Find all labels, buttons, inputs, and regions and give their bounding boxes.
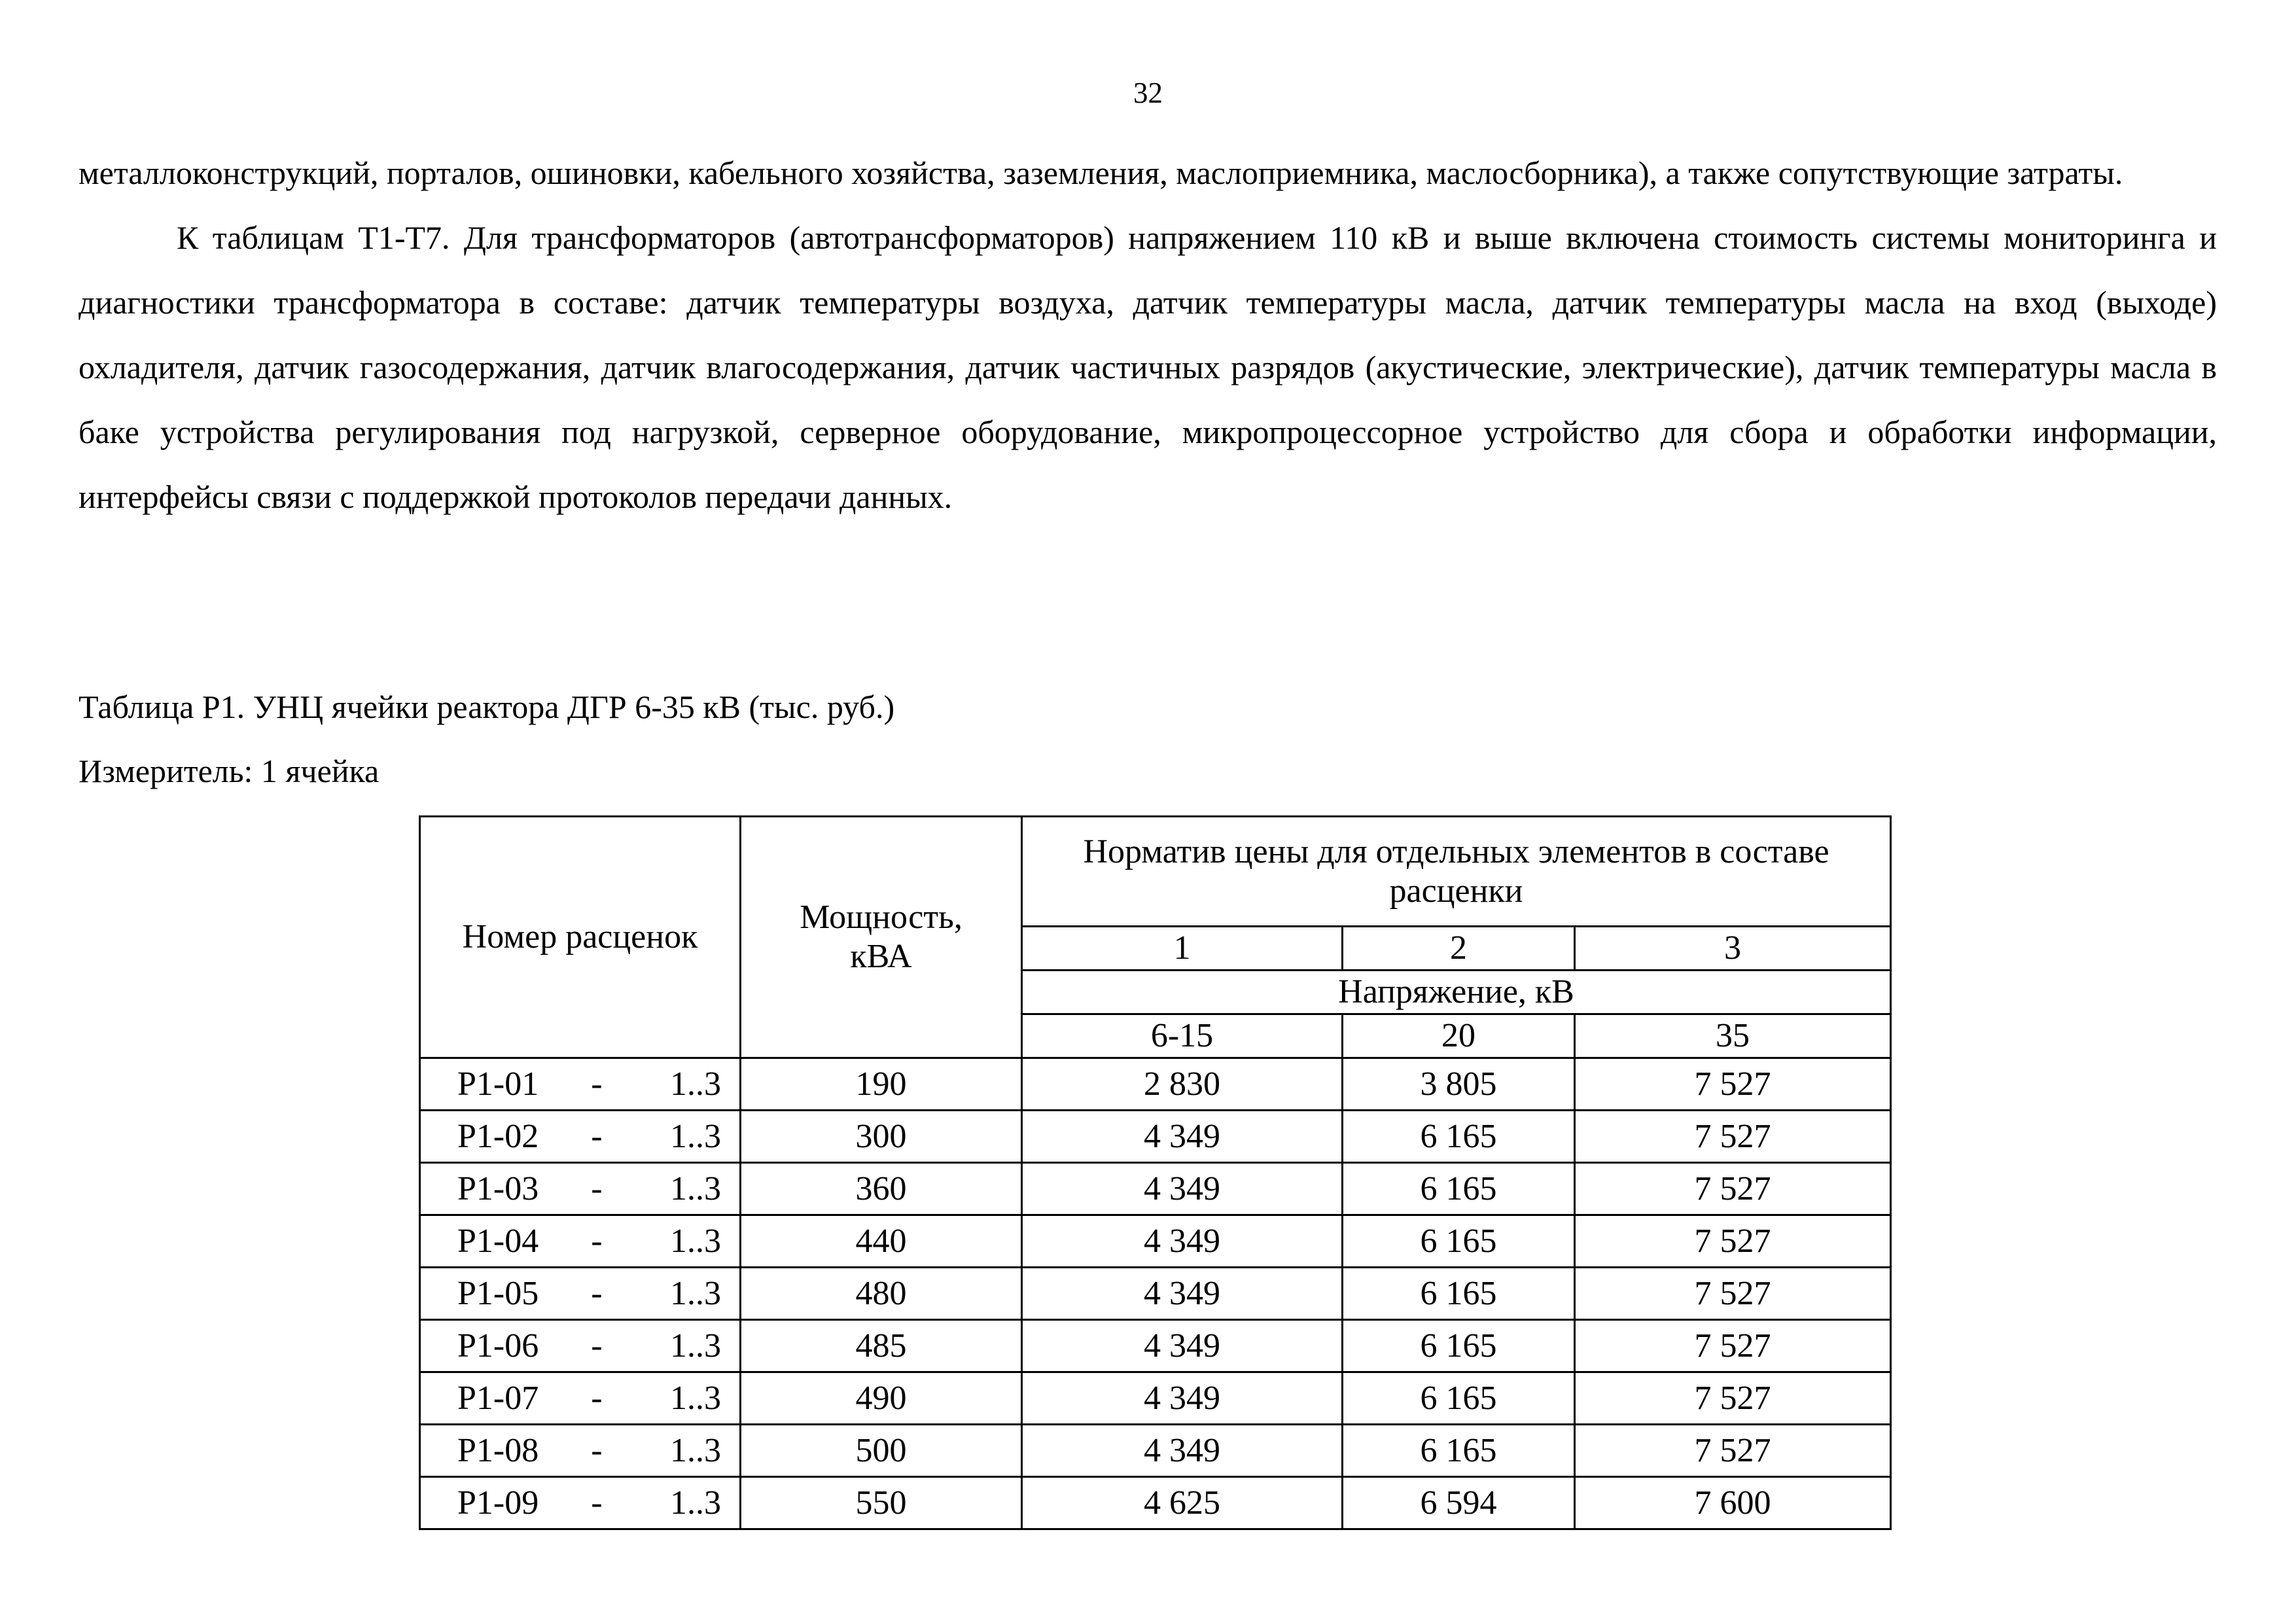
table-row [420, 1320, 1891, 1372]
table-row [420, 1163, 1891, 1215]
cell-code [420, 1163, 741, 1215]
row-code: Р1-03 [457, 1169, 539, 1207]
cell-price: 7 527 [1575, 1425, 1891, 1477]
cell-price: 3 805 [1343, 1058, 1575, 1111]
cell-price: 7 527 [1575, 1215, 1891, 1268]
row-code: Р1-07 [457, 1379, 539, 1417]
cell-power: 300 [741, 1111, 1022, 1163]
table-meter: Измеритель: 1 ячейка [79, 753, 380, 789]
cell-code [420, 1477, 741, 1529]
cell-power: 550 [741, 1477, 1022, 1529]
cell-price: 7 527 [1575, 1268, 1891, 1320]
cell-price: 7 527 [1575, 1163, 1891, 1215]
row-dash: - [591, 1484, 603, 1522]
cell-price: 7 527 [1575, 1111, 1891, 1163]
header-voltage-value: 20 [1343, 1014, 1575, 1058]
row-code: Р1-06 [457, 1327, 539, 1364]
row-range: 1..3 [670, 1431, 721, 1469]
cell-code [420, 1372, 741, 1425]
row-range: 1..3 [670, 1222, 721, 1260]
cell-price: 4 625 [1022, 1477, 1343, 1529]
cell-power: 440 [741, 1215, 1022, 1268]
cell-power: 490 [741, 1372, 1022, 1425]
cell-price: 6 165 [1343, 1215, 1575, 1268]
header-norm: Норматив цены для отдельных элементов в составе расценки [1022, 817, 1891, 927]
row-range: 1..3 [670, 1169, 721, 1207]
cell-power: 190 [741, 1058, 1022, 1111]
header-voltage-value: 6-15 [1022, 1014, 1343, 1058]
paragraph-monitoring-note: К таблицам Т1-Т7. Для трансформаторов (автотрансформаторов) напряжением 110 кВ и выше включена стоимость системы мониторинга и диагностики трансформатора в составе: датчик температуры воздуха, датчик температуры масла, датчик температуры масла на вход (выходе) охладителя, датчик газосодержания, датчик влагосодержания, датчик частичных разрядов (акустические, электрические), датчик температуры масла в баке устройства регулирования под нагрузкой, серверное оборудование, микропроцессорное устройство для сбора и обработки информации, интерфейсы связи с поддержкой протоколов передачи данных. [79, 219, 2217, 515]
row-range: 1..3 [670, 1327, 721, 1364]
row-dash: - [591, 1065, 603, 1103]
header-col-number: 3 [1575, 927, 1891, 971]
cell-price: 4 349 [1022, 1320, 1343, 1372]
row-code: Р1-09 [457, 1484, 539, 1522]
cell-price: 4 349 [1022, 1215, 1343, 1268]
header-col-number: 2 [1343, 927, 1575, 971]
row-range: 1..3 [670, 1065, 721, 1103]
cell-price: 4 349 [1022, 1268, 1343, 1320]
row-dash: - [591, 1327, 603, 1364]
cell-price: 2 830 [1022, 1058, 1343, 1111]
cell-price: 4 349 [1022, 1372, 1343, 1425]
cell-power: 485 [741, 1320, 1022, 1372]
cell-price: 7 600 [1575, 1477, 1891, 1529]
cell-code [420, 1425, 741, 1477]
row-dash: - [591, 1169, 603, 1207]
cell-price: 6 165 [1343, 1268, 1575, 1320]
price-table [419, 815, 1892, 1530]
row-code: Р1-04 [457, 1222, 539, 1260]
header-col-number: 1 [1022, 927, 1343, 971]
cell-code [420, 1268, 741, 1320]
cell-price: 4 349 [1022, 1111, 1343, 1163]
cell-price: 4 349 [1022, 1163, 1343, 1215]
cell-price: 6 165 [1343, 1163, 1575, 1215]
header-voltage-value: 35 [1575, 1014, 1891, 1058]
body-text [79, 141, 2217, 529]
cell-price: 7 527 [1575, 1058, 1891, 1111]
cell-price: 7 527 [1575, 1372, 1891, 1425]
cell-price: 6 165 [1343, 1372, 1575, 1425]
table-row [420, 1111, 1891, 1163]
row-code: Р1-02 [457, 1117, 539, 1155]
table-row [420, 1058, 1891, 1111]
table-row [420, 1215, 1891, 1268]
cell-price: 7 527 [1575, 1320, 1891, 1372]
header-power: Мощность, кВА [741, 817, 1022, 1058]
cell-price: 4 349 [1022, 1425, 1343, 1477]
row-code: Р1-05 [457, 1274, 539, 1312]
cell-code [420, 1320, 741, 1372]
row-dash: - [591, 1379, 603, 1417]
cell-power: 360 [741, 1163, 1022, 1215]
row-dash: - [591, 1117, 603, 1155]
cell-price: 6 165 [1343, 1425, 1575, 1477]
cell-power: 480 [741, 1268, 1022, 1320]
table-row [420, 1372, 1891, 1425]
cell-price: 6 165 [1343, 1111, 1575, 1163]
table-caption: Таблица Р1. УНЦ ячейки реактора ДГР 6-35 кВ (тыс. руб.) [79, 688, 895, 725]
cell-code [420, 1215, 741, 1268]
header-voltage: Напряжение, кВ [1022, 971, 1891, 1014]
table-row [420, 1425, 1891, 1477]
row-range: 1..3 [670, 1484, 721, 1522]
header-code: Номер расценок [420, 817, 741, 1058]
cell-power: 500 [741, 1425, 1022, 1477]
row-range: 1..3 [670, 1117, 721, 1155]
row-dash: - [591, 1431, 603, 1469]
row-range: 1..3 [670, 1379, 721, 1417]
row-dash: - [591, 1222, 603, 1260]
row-code: Р1-08 [457, 1431, 539, 1469]
table-row [420, 1268, 1891, 1320]
cell-price: 6 165 [1343, 1320, 1575, 1372]
row-dash: - [591, 1274, 603, 1312]
cell-code [420, 1058, 741, 1111]
table-row [420, 1477, 1891, 1529]
paragraph-continuation: металлоконструкций, порталов, ошиновки, кабельного хозяйства, заземления, маслоприемника, маслосборника), а также сопутствующие затраты. [79, 154, 2123, 191]
row-range: 1..3 [670, 1274, 721, 1312]
row-code: Р1-01 [457, 1065, 539, 1103]
cell-code [420, 1111, 741, 1163]
page-number: 32 [1133, 77, 1163, 109]
cell-price: 6 594 [1343, 1477, 1575, 1529]
